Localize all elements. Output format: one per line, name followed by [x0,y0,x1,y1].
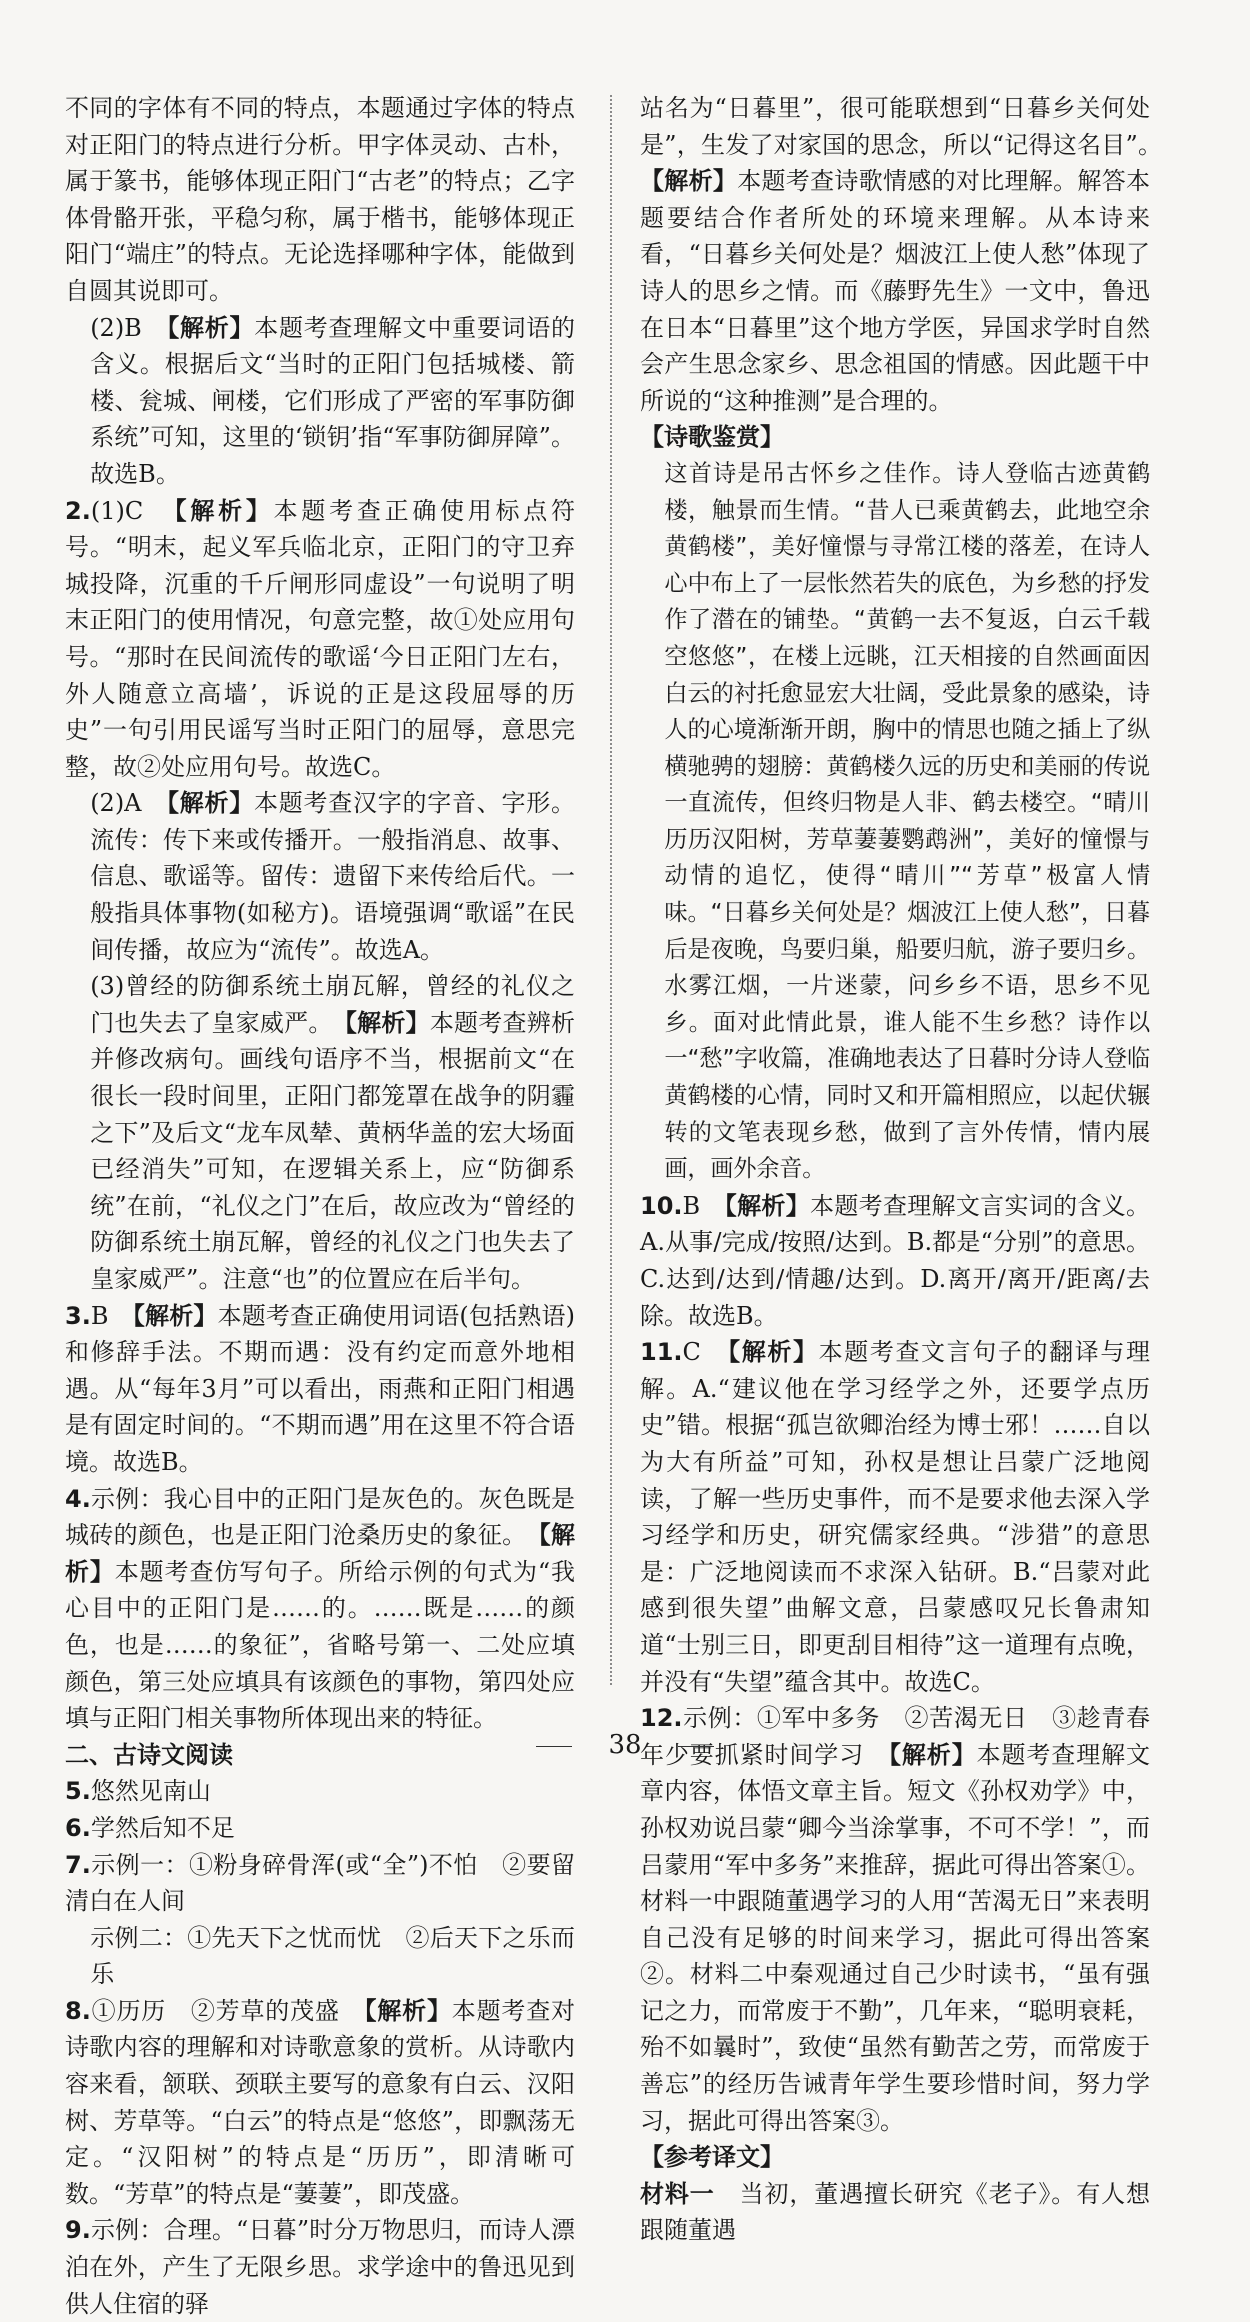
answer-text: 本题考查理解文言实词的含义。A.从事/完成/按照/达到。B.都是“分别”的意思。C.达到/达到/情趣/达到。D.离开/离开/距离/去除。故选B。 [640,1191,1151,1330]
answer-text: 悠然见南山 [90,1777,211,1806]
left-paragraph [65,2212,575,2322]
item-number: 【参考译文】 [640,2143,784,2172]
item-number: 11. [640,1338,683,1367]
answer-text: 示例：合理。“日暮”时分万物思归，而诗人漂泊在外，产生了无限乡思。求学途中的鲁迅见到供人住宿的驿 [65,2216,575,2318]
right-paragraph [640,2176,1150,2249]
right-paragraph [640,2139,1150,2176]
left-paragraph [65,1810,575,1847]
left-paragraph [65,968,575,1297]
answer-text: (1)C [90,496,175,525]
answer-text: 本题考查辨析并修改病句。画线句语序不当，根据前文“在很长一段时间里，正阳门都笼罩在战争的阴霾之下”及后文“龙车凤辇、黄柄华盖的宏大场面已经消失”可知，在逻辑关系上，应“防御系统”在前，“礼仪之门”在后，故应改为“曾经的防御系统土崩瓦解，曾经的礼仪之门也失去了皇家威严”。注意“也”的位置应在后半句。 [90,1008,576,1293]
item-number: 5. [65,1777,91,1806]
answer-text: 站名为“日暮里”，很可能联想到“日暮乡关何处是”，生发了对家国的思念，所以“记得这名目”。 [640,94,1174,159]
item-number: 3. [65,1301,91,1330]
answer-text: 本题考查理解文章内容，体悟文章主旨。短文《孙权劝学》中，孙权劝说吕蒙“卿今当涂掌事，不可不学！”，而吕蒙用“军中多务”来推辞，据此可得出答案①。材料一中跟随董遇学习的人用“苦渴无日”来表明自己没有足够的时间来学习，据此可得出答案②。材料二中秦观通过自己少时读书，“虽有强记之力，而常废于不勤”，几年来，“聪明衰耗，殆不如曩时”，致使“虽然有勤苦之劳，而常废于善忘”的经历告诫青年学生要珍惜时间，努力学习，据此可得出答案③。 [640,1740,1151,2135]
column-divider [610,95,612,1685]
answer-text: 示例一：①粉身碎骨浑(或“全”)不怕 ②要留清白在人间 [65,1850,575,1916]
answer-text: (3)曾经的防御系统土崩瓦解，曾经的礼仪之门也失去了皇家威严。 [90,972,575,1037]
left-paragraph [65,1298,575,1481]
answer-text: B [90,1301,133,1330]
answer-text: 本题考查诗歌情感的对比理解。解答本题要结合作者所处的环境来理解。从本诗来看，“日暮乡关何处是？烟波江上使人愁”体现了诗人的思乡之情。而《藤野先生》一文中，鲁迅在日本“日暮里”这个地方学医，异国求学时自然会产生思念家乡、思念祖国的情感。因此题干中所说的“这种推测”是合理的。 [640,167,1151,415]
answer-text: 这首诗是吊古怀乡之佳作。诗人登临古迹黄鹤楼，触景而生情。“昔人已乘黄鹤去，此地空余黄鹤楼”，美好憧憬与寻常江楼的落差，在诗人心中布上了一层怅然若失的底色，为乡愁的抒发作了潜在的铺垫。“黄鹤一去不复返，白云千载空悠悠”，在楼上远眺，江天相接的自然画面因白云的衬托愈显宏大壮阔，受此景象的感染，诗人的心境渐渐开朗，胸中的情思也随之插上了纵横驰骋的翅膀：黄鹤楼久远的历史和美丽的传说一直流传，但终归物是人非、鹤去楼空。“晴川历历汉阳树，芳草萋萋鹦鹉洲”，美好的憧憬与动情的追忆，使得“晴川”“芳草”极富人情味。“日暮乡关何处是？烟波江上使人愁”，日暮后是夜晚，鸟要归巢，船要归航，游子要归乡。水雾江烟，一片迷蒙，问乡乡不语，思乡不见乡。面对此情此景，谁人能不生乡愁？诗作以一“愁”字收篇，准确地表达了日暮时分诗人登临黄鹤楼的心情，同时又和开篇相照应，以起伏辗转的文笔表现乡愁，做到了言外传情，情内展画，画外余音。 [664,459,1150,1183]
answer-text: 不同的字体有不同的特点，本题通过字体的特点对正阳门的特点进行分析。甲字体灵动、古朴，属于篆书，能够体现正阳门“古老”的特点；乙字体骨骼开张，平稳匀称，属于楷书，能够体现正阳门“端庄”的特点。无论选择哪种字体，能做到自圆其说即可。 [65,94,575,305]
answer-text: 本题考查理解文中重要词语的含义。根据后文“当时的正阳门包括城楼、箭楼、瓮城、闸楼，它们形成了严密的军事防御系统”可知，这里的‘锁钥’指“军事防御屏障”。故选B。 [90,313,576,488]
right-paragraph [640,1700,1150,2139]
answer-text: 本题考查正确使用词语(包括熟语)和修辞手法。不期而遇：没有约定而意外地相遇。从“每年3月”可以看出，雨燕和正阳门相遇是有固定时间的。“不期而遇”用在这里不符合语境。故选B。 [65,1301,576,1476]
item-number: 2. [65,496,91,525]
left-paragraph [65,310,575,493]
answer-text: C [682,1338,729,1367]
left-paragraph [65,90,575,310]
page-footer [0,1730,1250,1760]
analysis-tag: 【解析】 [889,1739,977,1769]
item-number: 10. [640,1191,683,1220]
left-paragraph [65,493,575,786]
answer-text: 本题考查汉字的字音、字形。流传：传下来或传播开。一般指消息、故事、信息、歌谣等。留传：遗留下来传给后代。一般指具体事物(如秘方)。语境强调“歌谣”在民间传播，故应为“流传”。故选A。 [90,789,576,964]
answer-text: 示例：我心目中的正阳门是灰色的。灰色既是城砖的颜色，也是正阳门沧桑历史的象征。 [65,1484,575,1550]
answer-text: (2)B [90,313,168,342]
analysis-tag: 【解析】 [724,1190,811,1220]
right-column [640,90,1174,2249]
answer-text: (2)A [90,789,168,818]
right-paragraph [640,1188,1150,1334]
right-paragraph [640,456,1150,1188]
answer-text: B [682,1191,725,1220]
left-paragraph [65,1847,575,1920]
analysis-tag: 【解析】 [174,495,274,525]
item-number: 6. [65,1813,91,1842]
answer-text: 本题考查文言句子的翻译与理解。A.“建议他在学习经学之外，还要学点历史”错。根据“孤岂欲卿治经为博士邪！……自以为大有所益”可知，孙权是想让吕蒙广泛地阅读，了解一些历史事件，而不是要求他去深入学习经学和历史，研究儒家经典。“涉猎”的意思是：广泛地阅读而不求深入钻研。B.“吕蒙对此感到很失望”曲解文意，吕蒙感叹兄长鲁肃知道“士别三日，即更刮目相待”这一道理有点晚，并没有“失望”蕴含其中。故选C。 [640,1338,1150,1696]
right-paragraph [640,90,1174,419]
analysis-tag: 【解析】 [640,166,738,196]
answer-text: 本题考查仿写句子。所给示例的句式为“我心目中的正阳门是……的。……既是……的颜色，也是……的象征”，省略号第一、二处应填颜色，第三处应填具有该颜色的事物，第四处应填与正阳门相关事物所体现出来的特征。 [65,1557,575,1733]
left-column [65,90,575,2322]
right-paragraph [640,419,1150,456]
analysis-tag: 【解析】 [364,1995,452,2025]
left-paragraph [65,1481,575,1737]
answer-text: 本题考查对诗歌内容的理解和对诗歌意象的赏析。从诗歌内容来看，颔联、颈联主要写的意象有白云、汉阳树、芳草等。“白云”的特点是“悠悠”，即飘荡无定。“汉阳树”的特点是“历历”，即清晰可数。“芳草”的特点是“萋萋”，即茂盛。 [65,1996,575,2208]
item-number: 12. [640,1704,683,1733]
analysis-tag: 【解析】 [65,1520,576,1586]
analysis-tag: 【解析】 [728,1337,819,1367]
item-number: 二、古诗文阅读 [65,1740,233,1769]
left-paragraph [65,1920,575,1993]
item-number: 材料一 [640,2179,715,2208]
left-paragraph [65,785,575,968]
page-number: 38 [608,1730,642,1760]
item-number: 9. [65,2216,91,2245]
analysis-tag: 【解析】 [344,1007,430,1037]
right-paragraph [640,1334,1150,1700]
answer-text: 示例二：①先天下之忧而忧 ②后天下之乐而乐 [90,1923,575,1989]
item-number: 【诗歌鉴赏】 [640,423,784,452]
answer-text: 本题考查正确使用标点符号。“明末，起义军兵临北京，正阳门的守卫弃城投降，沉重的千斤闸形同虚设”一句说明了明末正阳门的使用情况，句意完整，故①处应用句号。“那时在民间流传的歌谣‘今日正阳门左右，外人随意立高墙’，诉说的正是这段屈辱的历史”一句引用民谣写当时正阳门的屈辱，意思完整，故②处应用句号。故选C。 [65,496,576,781]
answer-text: 当初，董遇擅长研究《老子》。有人想跟随董遇 [640,2179,1151,2245]
left-paragraph [65,1773,575,1810]
analysis-tag: 【解析】 [132,1300,218,1330]
answer-text: 学然后知不足 [90,1813,235,1842]
footer-dash-right [678,1746,714,1747]
footer-dash-left [536,1746,572,1747]
item-number: 7. [65,1850,91,1879]
item-number: 4. [65,1484,91,1513]
item-number: 8. [65,1996,91,2025]
answer-text: ①历历 ②芳草的茂盛 [90,1996,365,2025]
analysis-tag: 【解析】 [167,788,255,818]
answer-text: 示例：①军中多务 ②苦渴无日 ③趁青春年少要抓紧时间学习 [640,1704,1150,1769]
analysis-tag: 【解析】 [167,312,255,342]
left-paragraph [65,1993,575,2213]
